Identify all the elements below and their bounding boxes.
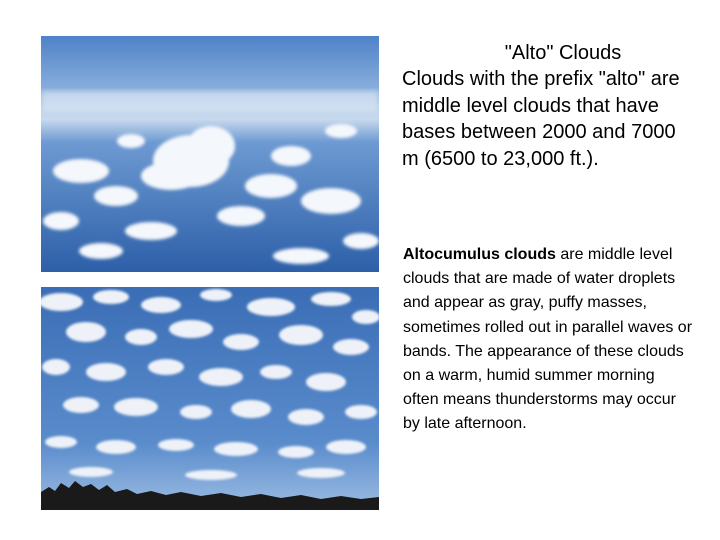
altocumulus-photo — [41, 287, 379, 510]
description-text: are middle level clouds that are made of water droplets and appear as gray, puffy masses, sometimes rolled out in parallel waves or bands. The appearance of these clouds on a warm, humid summer morning often means thunderstorms may occur by late afternoon. — [403, 246, 693, 433]
alto-clouds-photo-art — [41, 36, 379, 272]
alto-clouds-photo — [41, 36, 379, 272]
description-paragraph — [403, 243, 693, 437]
description-term: Altocumulus clouds — [403, 246, 556, 263]
altocumulus-photo-art — [41, 287, 379, 510]
slide-title: "Alto" Clouds — [504, 42, 622, 64]
intro-paragraph: Clouds with the prefix "alto" are middle level clouds that have bases between 2000 and 7000 m (6500 to 23,000 ft.). — [402, 68, 680, 170]
